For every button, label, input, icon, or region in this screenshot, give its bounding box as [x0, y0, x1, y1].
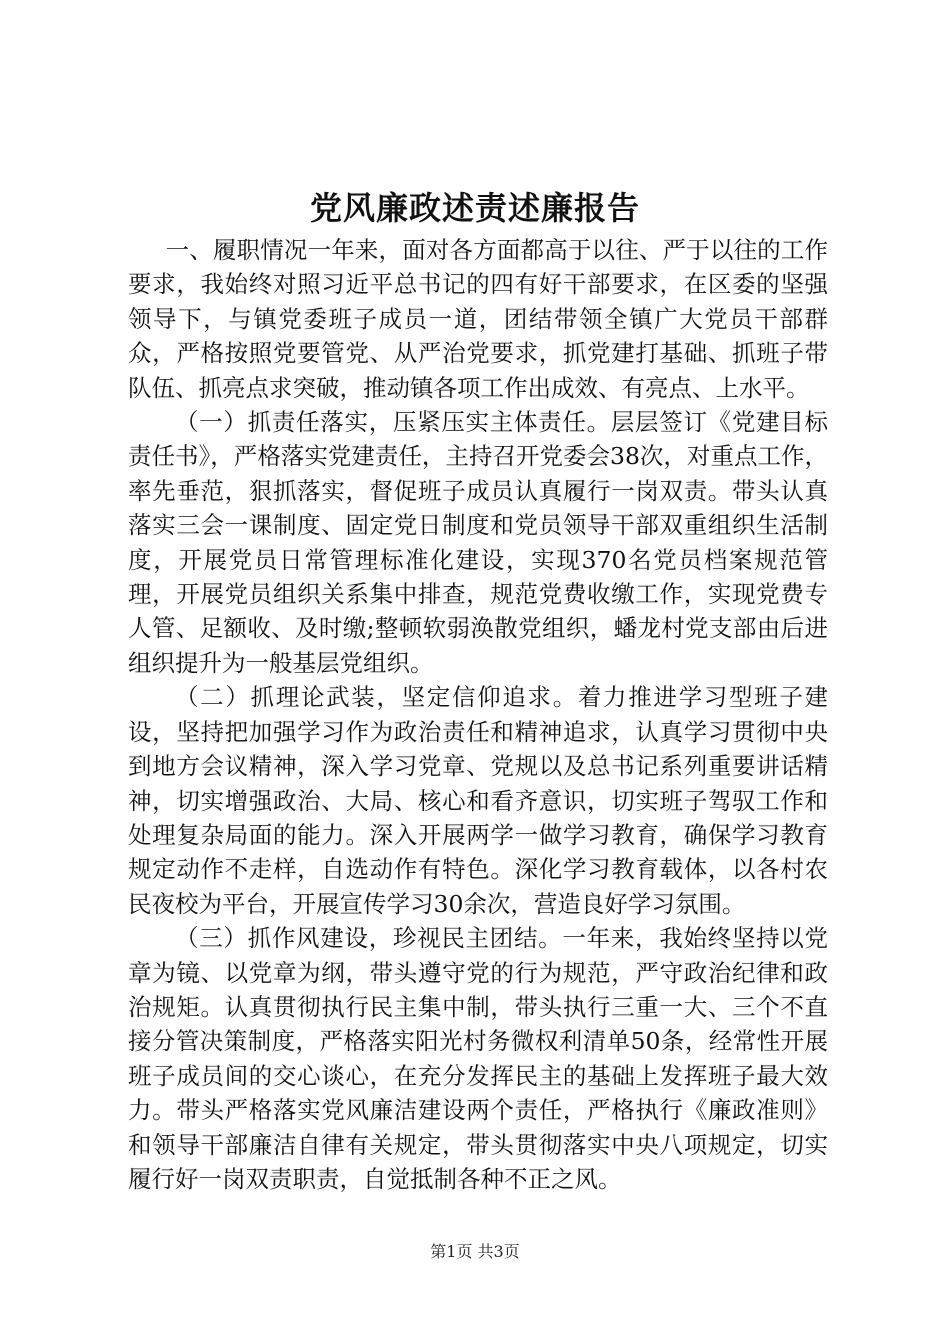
paragraph-theory: （二）抓理论武装，坚定信仰追求。着力推进学习型班子建设，坚持把加强学习作为政治责任和精神追求，认真学习贯彻中央到地方会议精神，深入学习党章、党规以及总书记系列重要讲话精神，切实增强政治、大局、核心和看齐意识，切实班子驾驭工作和处理复杂局面的能力。深入开展两学一做学习教育，确保学习教育规定动作不走样，自选动作有特色。深化学习教育载体，以各村农民夜校为平台，开展宣传学习30余次，营造良好学习氛围。 — [128, 683, 828, 918]
paragraph-work-style: （三）抓作风建设，珍视民主团结。一年来，我始终坚持以党章为镜、以党章为纲，带头遵守党的行为规范，严守政治纪律和政治规矩。认真贯彻执行民主集中制，带头执行三重一大、三个不直接分管决策制度，严格落实阳光村务微权利清单50条，经常性开展班子成员间的交心谈心，在充分发挥民主的基础上发挥班子最大效力。带头严格落实党风廉洁建设两个责任，严格执行《廉政准则》和领导干部廉洁自律有关规定，带头贯彻落实中央八项规定，切实履行好一岗双责职责，自觉抵制各种不正之风。 — [128, 924, 828, 1193]
page-footer — [0, 1240, 950, 1264]
page-number: 第1页 — [430, 1242, 473, 1261]
document-title: 党风廉政述责述廉报告 — [309, 189, 640, 227]
paragraph-performance-overview: 一、履职情况一年来，面对各方面都高于以往、严于以往的工作要求，我始终对照习近平总书记的四有好干部要求，在区委的坚强领导下，与镇党委班子成员一道，团结带领全镇广大党员干部群众，严格按照党要管党、从严治党要求，抓党建打基础、抓班子带队伍、抓亮点求突破，推动镇各项工作出成效、有亮点、上水平。 — [128, 236, 828, 402]
paragraph-responsibility: （一）抓责任落实，压紧压实主体责任。层层签订《党建目标责任书》，严格落实党建责任，主持召开党委会38次，对重点工作，率先垂范，狠抓落实，督促班子成员认真履行一岗双责。带头认真落实三会一课制度、固定党日制度和党员领导干部双重组织生活制度，开展党员日常管理标准化建设，实现370名党员档案规范管理，开展党员组织关系集中排查，规范党费收缴工作，实现党费专人管、足额收、及时缴;整顿软弱涣散党组织，蟠龙村党支部由后进组织提升为一般基层党组织。 — [128, 408, 828, 677]
document-body — [128, 233, 828, 1196]
page-total: 共3页 — [477, 1242, 520, 1261]
